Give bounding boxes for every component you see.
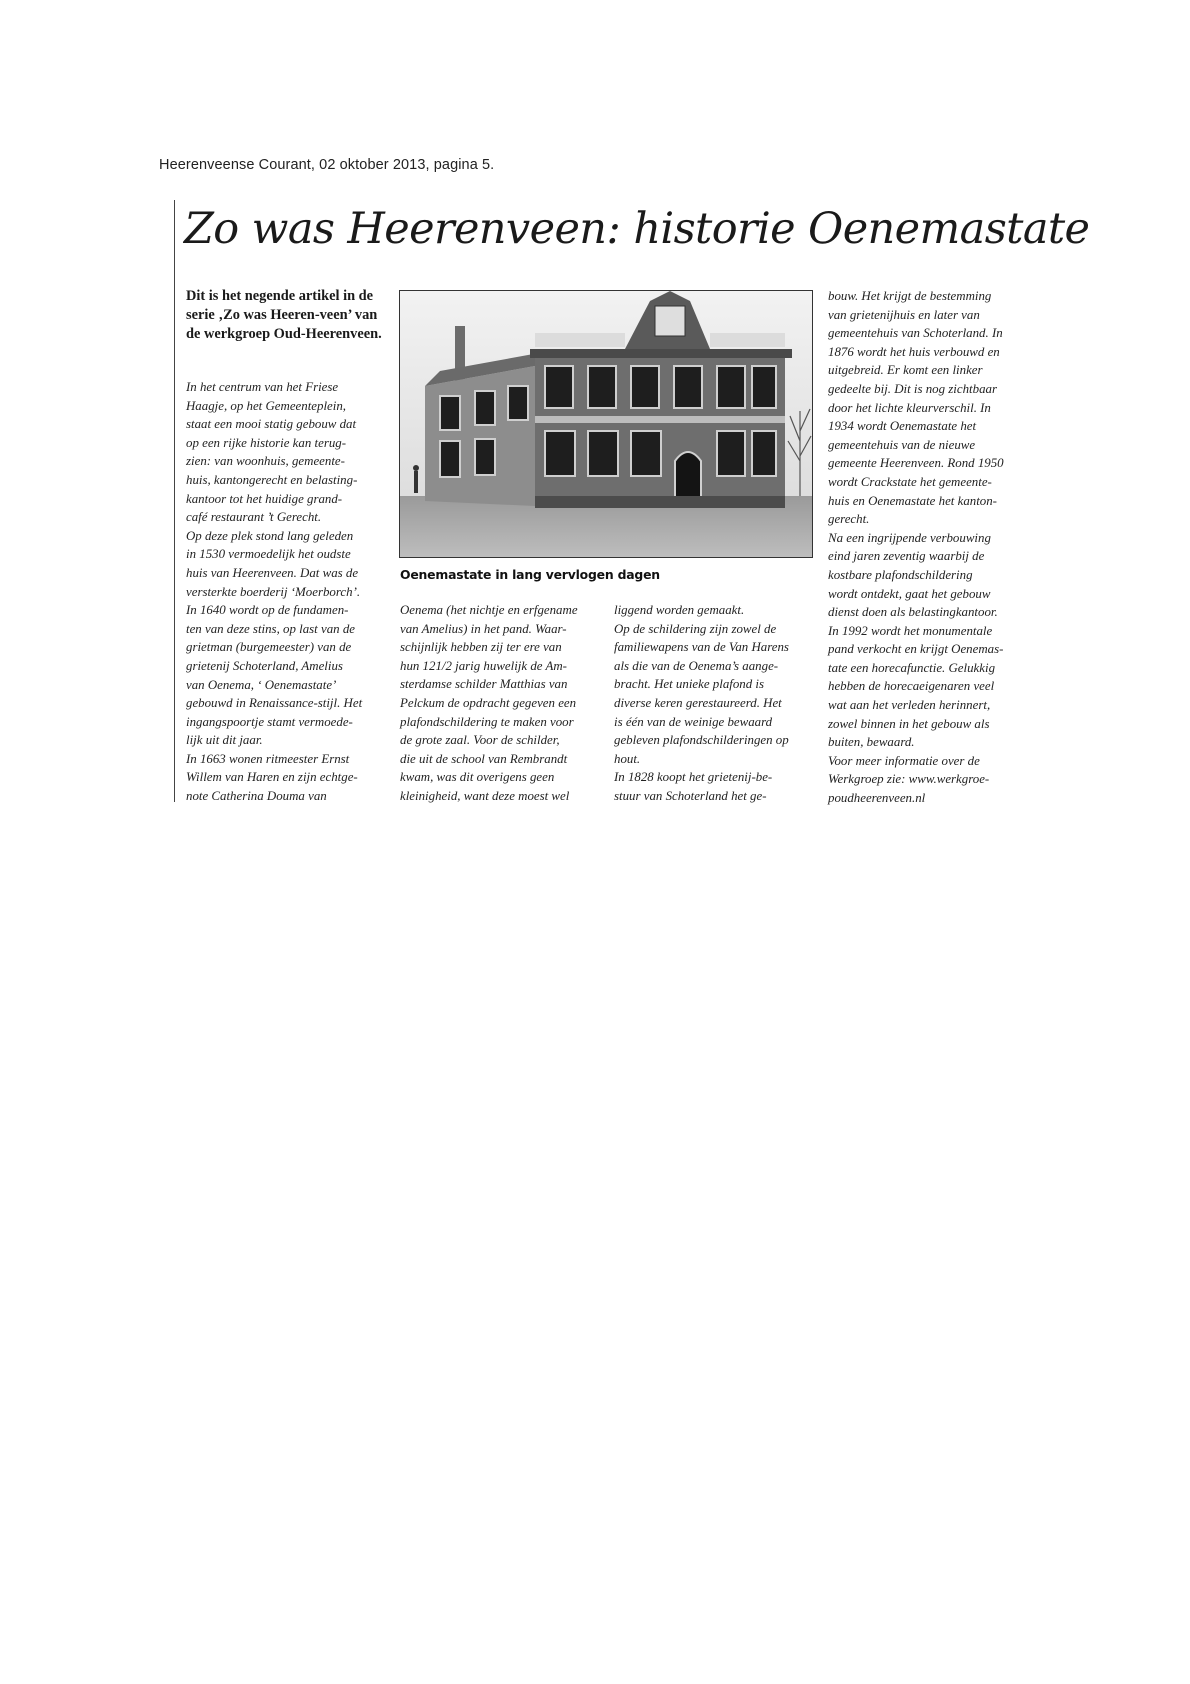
text-line: Willem van Haren en zijn echtge-	[186, 770, 358, 785]
text-line: kostbare plafondschildering	[828, 567, 973, 582]
text-line: In 1663 wonen ritmeester Ernst	[186, 751, 350, 766]
text-line: gemeentehuis van de nieuwe	[828, 437, 976, 452]
text-line: door het lichte kleurverschil. In	[828, 400, 991, 415]
text-line: wat aan het verleden herinnert,	[828, 698, 991, 713]
text-line: In 1828 koopt het grietenij-be-	[614, 770, 773, 785]
text-line: kantoor tot het huidige grand-	[186, 491, 343, 506]
photo-caption: Oenemastate in lang vervlogen dagen	[400, 567, 660, 582]
text-line: In 1640 wordt op de fundamen-	[186, 603, 349, 618]
text-line: In 1992 wordt het monumentale	[828, 623, 993, 638]
building-photo	[399, 290, 813, 558]
text-line: eind jaren zeventig waarbij de	[828, 549, 985, 564]
text-line: dienst doen als belastingkantoor.	[828, 605, 998, 620]
text-line: liggend worden gemaakt.	[614, 603, 745, 617]
text-line: wordt Crackstate het gemeente-	[828, 474, 992, 489]
text-line: bracht. Het unieke plafond is	[614, 677, 765, 692]
text-line: van grietenijhuis en later van	[828, 307, 980, 322]
text-line: Op de schildering zijn zowel de	[614, 621, 777, 636]
text-line: gemeentehuis van Schoterland. In	[828, 326, 1003, 341]
column-rule	[174, 200, 175, 802]
text-line: poudheerenveen.nl	[828, 791, 926, 806]
text-line: note Catherina Douma van	[186, 789, 327, 804]
text-line: grietenij Schoterland, Amelius	[186, 658, 343, 673]
text-line: hebben de horecaeigenaren veel	[828, 679, 995, 694]
source-line: Heerenveense Courant, 02 oktober 2013, pagina 5.	[159, 157, 495, 173]
text-line: 1876 wordt het huis verbouwd en	[828, 344, 1000, 359]
text-line: buiten, bewaard.	[828, 735, 915, 750]
text-line: hun 121/2 jarig huwelijk de Am-	[400, 658, 567, 673]
text-line: gebouwd in Renaissance-stijl. Het	[186, 696, 363, 711]
text-line: versterkte boerderij ‘Moerborch’.	[186, 584, 361, 599]
text-line: wordt ontdekt, gaat het gebouw	[828, 586, 991, 601]
text-line: stuur van Schoterland het ge-	[614, 788, 767, 803]
text-line: kwam, was dit overigens geen	[400, 770, 555, 785]
text-line: kleinigheid, want deze moest wel	[400, 788, 570, 803]
text-line: Haagje, op het Gemeenteplein,	[186, 398, 347, 413]
text-line: Voor meer informatie over de	[828, 753, 980, 768]
text-line: gemeente Heerenveen. Rond 1950	[828, 456, 1004, 471]
text-line: Werkgroep zie: www.werkgroe-	[828, 772, 990, 787]
text-line: schijnlijk hebben zij ter ere van	[400, 640, 562, 655]
text-line: die uit de school van Rembrandt	[400, 751, 568, 766]
text-line: hout.	[614, 751, 641, 766]
text-line: Pelckum de opdracht gegeven een	[400, 695, 577, 710]
text-line: 1934 wordt Oenemastate het	[828, 419, 977, 434]
text-line: de grote zaal. Voor de schilder,	[400, 733, 560, 748]
text-line: ten van deze stins, op last van de	[186, 621, 355, 636]
text-line: in 1530 vermoedelijk het oudste	[186, 547, 351, 562]
text-line: grietman (burgemeester) van de	[186, 640, 352, 655]
text-line: huis van Heerenveen. Dat was de	[186, 565, 359, 580]
text-line: zien: van woonhuis, gemeente-	[186, 454, 345, 469]
text-line: ingangspoortje stamt vermoede-	[186, 714, 353, 729]
article-column-1	[186, 378, 380, 806]
text-line: café restaurant ’t Gerecht.	[186, 510, 322, 525]
text-line: als die van de Oenema’s aange-	[614, 658, 779, 673]
article-column-4	[828, 287, 1028, 808]
text-line: In het centrum van het Friese	[186, 380, 339, 394]
text-line: bouw. Het krijgt de bestemming	[828, 289, 992, 303]
text-line: Op deze plek stond lang geleden	[186, 528, 354, 543]
text-line: Oenema (het nichtje en erfgename	[400, 603, 578, 617]
text-line: huis en Oenemastate het kanton-	[828, 493, 997, 508]
text-line: lijk uit dit jaar.	[186, 733, 263, 748]
text-line: gebleven plafondschilderingen op	[614, 733, 789, 748]
article-column-2	[400, 601, 600, 806]
text-line: staat een mooi statig gebouw dat	[186, 417, 357, 432]
text-line: gerecht.	[828, 512, 870, 527]
text-line: pand verkocht en krijgt Oenemas-	[828, 642, 1004, 657]
text-line: Na een ingrijpende verbouwing	[828, 530, 991, 545]
text-line: op een rijke historie kan terug-	[186, 435, 347, 450]
headline: Zo was Heerenveen: historie Oenemastate	[184, 204, 1090, 254]
text-line: zowel binnen in het gebouw als	[828, 716, 990, 731]
text-line: is één van de weinige bewaard	[614, 714, 773, 729]
intro-paragraph: Dit is het negende artikel in de serie ‚Zo was Heeren-veen’ van de werkgroep Oud-Heerenveen.	[186, 288, 382, 342]
text-line: plafondschildering te maken voor	[400, 714, 574, 729]
text-line: diverse keren gerestaureerd. Het	[614, 695, 782, 710]
article-column-3	[614, 601, 814, 806]
text-line: huis, kantongerecht en belasting-	[186, 472, 358, 487]
text-line: familiewapens van de Van Harens	[614, 640, 789, 655]
text-line: gedeelte bij. Dit is nog zichtbaar	[828, 381, 997, 396]
text-line: uitgebreid. Er komt een linker	[828, 363, 983, 378]
text-line: van Oenema, ‘ Oenemastate’	[186, 677, 337, 692]
text-line: tate een horecafunctie. Gelukkig	[828, 660, 996, 675]
text-line: sterdamse schilder Matthias van	[400, 677, 568, 692]
text-line: van Amelius) in het pand. Waar-	[400, 621, 567, 636]
